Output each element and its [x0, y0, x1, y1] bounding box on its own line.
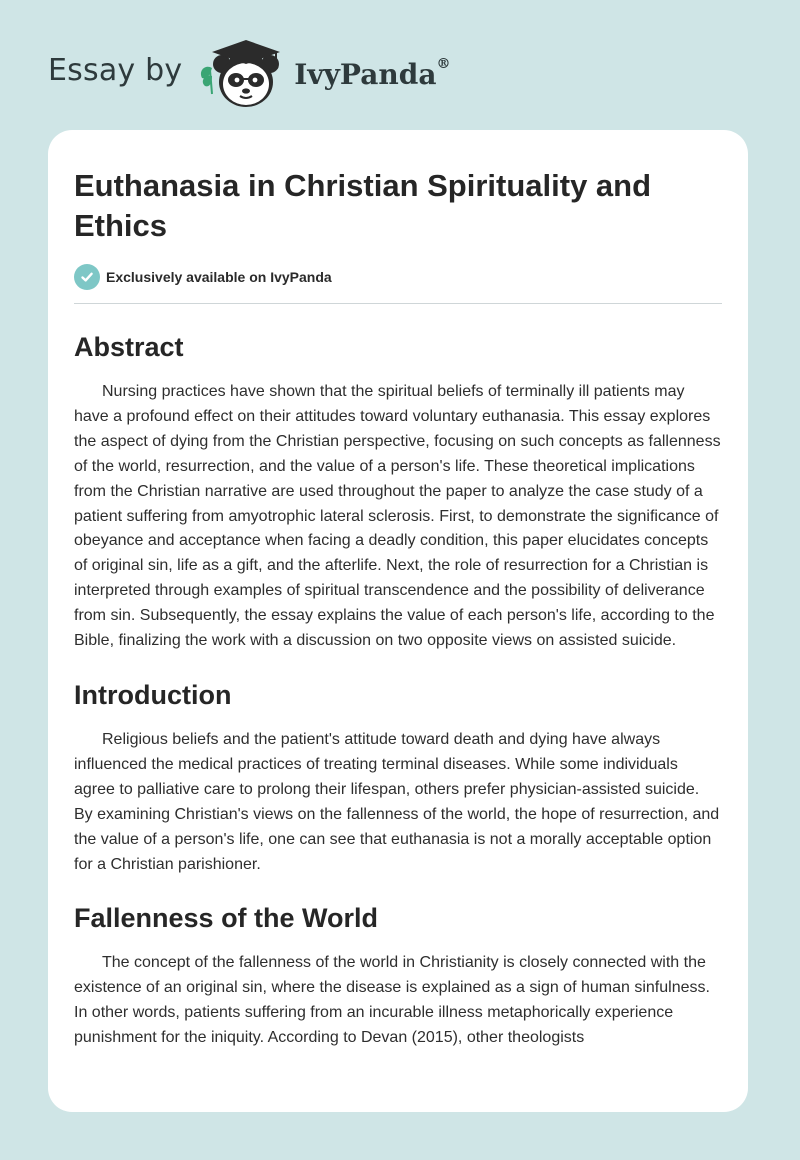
section-introduction — [74, 678, 722, 877]
section-abstract — [74, 330, 722, 654]
section-heading: Fallenness of the World — [74, 903, 379, 934]
site-brand[interactable] — [48, 34, 450, 110]
divider — [74, 303, 722, 304]
check-circle-icon — [74, 264, 100, 290]
badge-text: Exclusively available on IvyPanda — [106, 269, 332, 285]
section-fallenness — [74, 901, 722, 1051]
panda-graduate-icon — [196, 34, 288, 110]
essay-card — [48, 130, 748, 1112]
registered-mark: ® — [436, 55, 451, 72]
brand-prefix: Essay by — [48, 52, 183, 88]
section-paragraph: The concept of the fallenness of the world in Christianity is closely connected with the existence of an original sin, where the disease is explained as a sign of human sinfulness. In other words, patients suffering from an incurable illness metaphorically experience punishment for the iniquity. According to Devan (2015), other theologists — [74, 954, 710, 1047]
brand-name: IvyPanda® — [294, 55, 451, 91]
section-heading: Abstract — [74, 332, 184, 362]
section-paragraph: Religious beliefs and the patient's attitude toward death and dying have always influenced the medical practices of treating terminal diseases. While some individuals agree to palliative care to prolong their lifespan, others prefer physician-assisted suicide. By examining Christian's views on the fallenness of the world, the hope of resurrection, and the value of a person's life, one can see that euthanasia is not a morally acceptable option for a Christian parishioner. — [74, 730, 720, 873]
exclusive-badge — [74, 264, 722, 290]
section-heading: Introduction — [74, 679, 232, 710]
section-paragraph: Nursing practices have shown that the spiritual beliefs of terminally ill patients may have a profound effect on their attitudes toward voluntary euthanasia. This essay explores the aspect of dying from the Christian perspective, focusing on such concepts as fallenness of the world, resurrection, and the value of a person's life. These theoretical implications from the Christian narrative are used throughout the paper to analyze the case study of a patient suffering from amyotrophic lateral sclerosis. First, to demonstrate the significance of obeyance and acceptance when facing a deadly condition, this paper elucidates concepts of original sin, life as a gift, and the afterlife. Next, the role of resurrection for a Christian is interpreted through examples of spiritual transcendence and the possibility of deliverance from sin. Subsequently, the essay explains the value of each person's life, according to the Bible, finalizing the work with a discussion on two opposite views on assisted suicide. — [74, 383, 721, 650]
page-title: Euthanasia in Christian Spirituality and Ethics — [74, 168, 652, 243]
